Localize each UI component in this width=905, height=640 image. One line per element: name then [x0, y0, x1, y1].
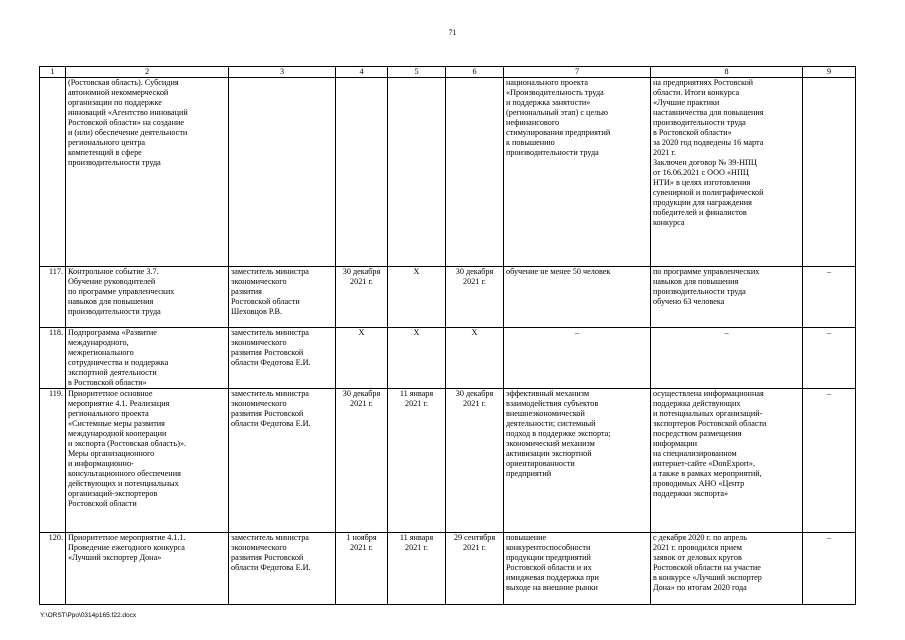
expected-result-cell: повышение конкурентоспособности продукции предприятий Ростовской области и их имиджевая поддержка при выходе на внешние рынки [504, 533, 651, 605]
event-name-cell: (Ростовская область). Субсидия автономной некоммерческой организации по поддержке инноваций «Агентство инноваций Ростовской области» на создание и (или) обеспечение деятельности регионального центра компетенций в сфере производительности труда [66, 78, 229, 267]
responsible-cell [229, 78, 336, 267]
file-path-footer: Y:\ORST\Ppo\0314p165.f22.docx [40, 612, 137, 619]
event-name-cell: Подпрограмма «Развитие международного, межрегионального сотрудничества и поддержка экспортной деятельности в Ростовской области» [66, 328, 229, 389]
event-name-cell: Контрольное событие 3.7. Обучение руководителей по программе управленческих навыков для повышения производительности труда [66, 267, 229, 328]
planned-date-cell: 1 ноября 2021 г. [336, 533, 388, 605]
responsible-cell: заместитель министра экономического развития Ростовской области Шеховцов Р.В. [229, 267, 336, 328]
report-table [39, 66, 856, 605]
end-date-cell: 29 сентября 2021 г. [446, 533, 504, 605]
column-header: 8 [651, 67, 803, 78]
row-number: 120. [40, 533, 66, 605]
start-date-cell [388, 78, 446, 267]
expected-result-cell: обучение не менее 50 человек [504, 267, 651, 328]
event-name-cell: Приоритетное основное мероприятие 4.1. Реализация регионального проекта «Системные меры развития международной кооперации и экспорта (Ростовская область)». Меры организационного и информационно- консультационного обеспечения действующих и потенциальных организаций-экспортеров Ростовской области [66, 389, 229, 533]
actual-result-cell: на предприятиях Ростовской области. Итоги конкурса «Лучшие практики наставничества для повышения производительности труда в Ростовской области» за 2020 год подведены 16 марта 2021 г. Заключен договор № 39-НПЦ от 16.06.2021 с ООО «НПЦ НТИ» в целях изготовления сувенирной и полиграфической продукции для награждения победителей и финалистов конкурса [651, 78, 803, 267]
notes-cell: – [803, 267, 856, 328]
table-row [40, 533, 856, 605]
table-header-row [40, 67, 856, 78]
column-header: 1 [40, 67, 66, 78]
table-row [40, 267, 856, 328]
end-date-cell [446, 78, 504, 267]
start-date-cell: Х [388, 328, 446, 389]
notes-cell: – [803, 328, 856, 389]
column-header: 6 [446, 67, 504, 78]
actual-result-cell: с декабря 2020 г. по апрель 2021 г. проводился прием заявок от деловых кругов Ростовской области на участие в конкурсе «Лучший экспортер Дона» по итогам 2020 года [651, 533, 803, 605]
planned-date-cell: 30 декабря 2021 г. [336, 267, 388, 328]
planned-date-cell: 30 декабря 2021 г. [336, 389, 388, 533]
table-row [40, 389, 856, 533]
planned-date-cell: Х [336, 328, 388, 389]
responsible-cell: заместитель министра экономического развития Ростовской области Федотова Е.И. [229, 328, 336, 389]
expected-result-cell: национального проекта «Производительность труда и поддержка занятости» (региональный этап) с целью нефинансового стимулирования предприятий к повышению производительности труда [504, 78, 651, 267]
end-date-cell: 30 декабря 2021 г. [446, 389, 504, 533]
planned-date-cell [336, 78, 388, 267]
column-header: 4 [336, 67, 388, 78]
expected-result-cell: эффективный механизм взаимодействия субъектов внешнеэкономической деятельности; системный подход в поддержке экспорта; экономический механизм активизации экспортной ориентированности предприятий [504, 389, 651, 533]
expected-result-cell: – [504, 328, 651, 389]
column-header: 7 [504, 67, 651, 78]
responsible-cell: заместитель министра экономического развития Ростовской области Федотова Е.И. [229, 533, 336, 605]
table-row [40, 78, 856, 267]
column-header: 5 [388, 67, 446, 78]
page-number: 71 [448, 28, 457, 37]
table-row [40, 328, 856, 389]
responsible-cell: заместитель министра экономического развития Ростовской области Федотова Е.И. [229, 389, 336, 533]
event-name-cell: Приоритетное мероприятие 4.1.1. Проведение ежегодного конкурса «Лучший экспортер Дона» [66, 533, 229, 605]
notes-cell: – [803, 533, 856, 605]
end-date-cell: Х [446, 328, 504, 389]
row-number: 118. [40, 328, 66, 389]
column-header: 2 [66, 67, 229, 78]
actual-result-cell: по программе управленческих навыков для повышения производительности труда обучено 63 человека [651, 267, 803, 328]
row-number: 119. [40, 389, 66, 533]
start-date-cell: 11 января 2021 г. [388, 533, 446, 605]
notes-cell [803, 78, 856, 267]
end-date-cell: 30 декабря 2021 г. [446, 267, 504, 328]
start-date-cell: 11 января 2021 г. [388, 389, 446, 533]
row-number: 117. [40, 267, 66, 328]
row-number [40, 78, 66, 267]
actual-result-cell: – [651, 328, 803, 389]
start-date-cell: Х [388, 267, 446, 328]
notes-cell: – [803, 389, 856, 533]
column-header: 9 [803, 67, 856, 78]
column-header: 3 [229, 67, 336, 78]
actual-result-cell: осуществлена информационная поддержка действующих и потенциальных организаций- экспортеров Ростовской области посредством размещения информации на специализированном интернет-сайте «DonExport», а также в рамках мероприятий, проводимых АНО «Центр поддержки экспорта» [651, 389, 803, 533]
